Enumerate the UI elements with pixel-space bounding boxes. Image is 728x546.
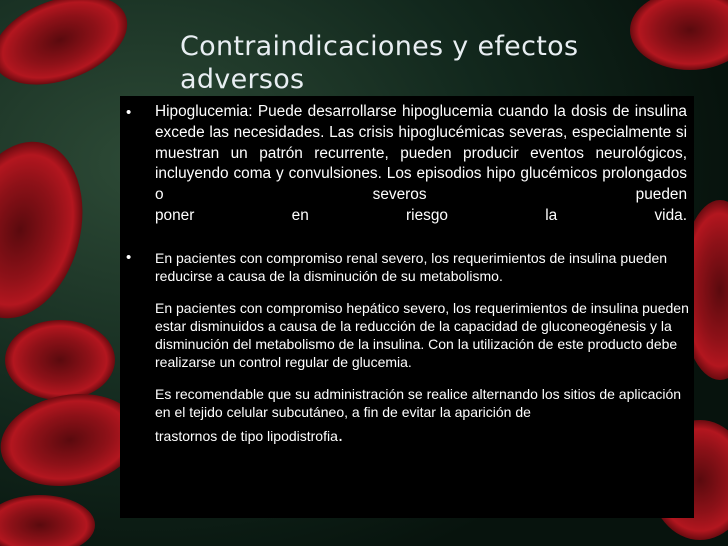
- paragraph-administracion: [155, 385, 695, 445]
- content-panel: [120, 96, 694, 518]
- last-line-word: la: [545, 207, 558, 224]
- paragraph-administracion-end: trastornos de tipo lipodistrofia: [155, 428, 338, 444]
- last-line-word: riesgo: [406, 207, 448, 224]
- bullet-item-compromiso: [155, 249, 695, 459]
- slide-title-line-2: adversos: [180, 64, 305, 95]
- paragraph-hepatico: En pacientes con compromiso hepático severo, los requerimientos de insulina pueden estar disminuidos a causa de la reducción de la capacidad de gluconeogénesis y la disminución del metabolismo de la insulina. Con la utilización de este producto debe realizarse un control regular de glucemia.: [155, 300, 689, 370]
- last-line-word: vida.: [654, 207, 687, 224]
- last-line-word: en: [291, 207, 309, 224]
- bullet-marker: •: [126, 249, 132, 266]
- paragraph-administracion-text: Es recomendable que su administración se realice alternando los sitios de aplicación en el tejido celular subcutáneo, a fin de evitar la aparición de: [155, 386, 682, 420]
- slide-title-line-1: Contraindicaciones y efectos: [180, 31, 579, 62]
- bullet-item-hipoglucemia-last-line: [155, 206, 687, 227]
- last-line-word: poner: [155, 207, 195, 224]
- bullet-item-hipoglucemia: Hipoglucemia: Puede desarrollarse hipoglucemia cuando la dosis de insulina excede las necesidades. Las crisis hipoglucémicas severas, especialmente si muestran un patrón recurrente, pueden producir eventos neurológicos, incluyendo coma y convulsiones. Los episodios hipo glucémicos prolongados o severos pueden: [155, 103, 687, 204]
- bullet-marker: •: [126, 104, 132, 121]
- paragraph-period: .: [337, 425, 344, 446]
- slide-title: [180, 30, 700, 96]
- paragraph-renal: En pacientes con compromiso renal severo, los requerimientos de insulina pueden reducirse a causa de la disminución de su metabolismo.: [155, 250, 668, 284]
